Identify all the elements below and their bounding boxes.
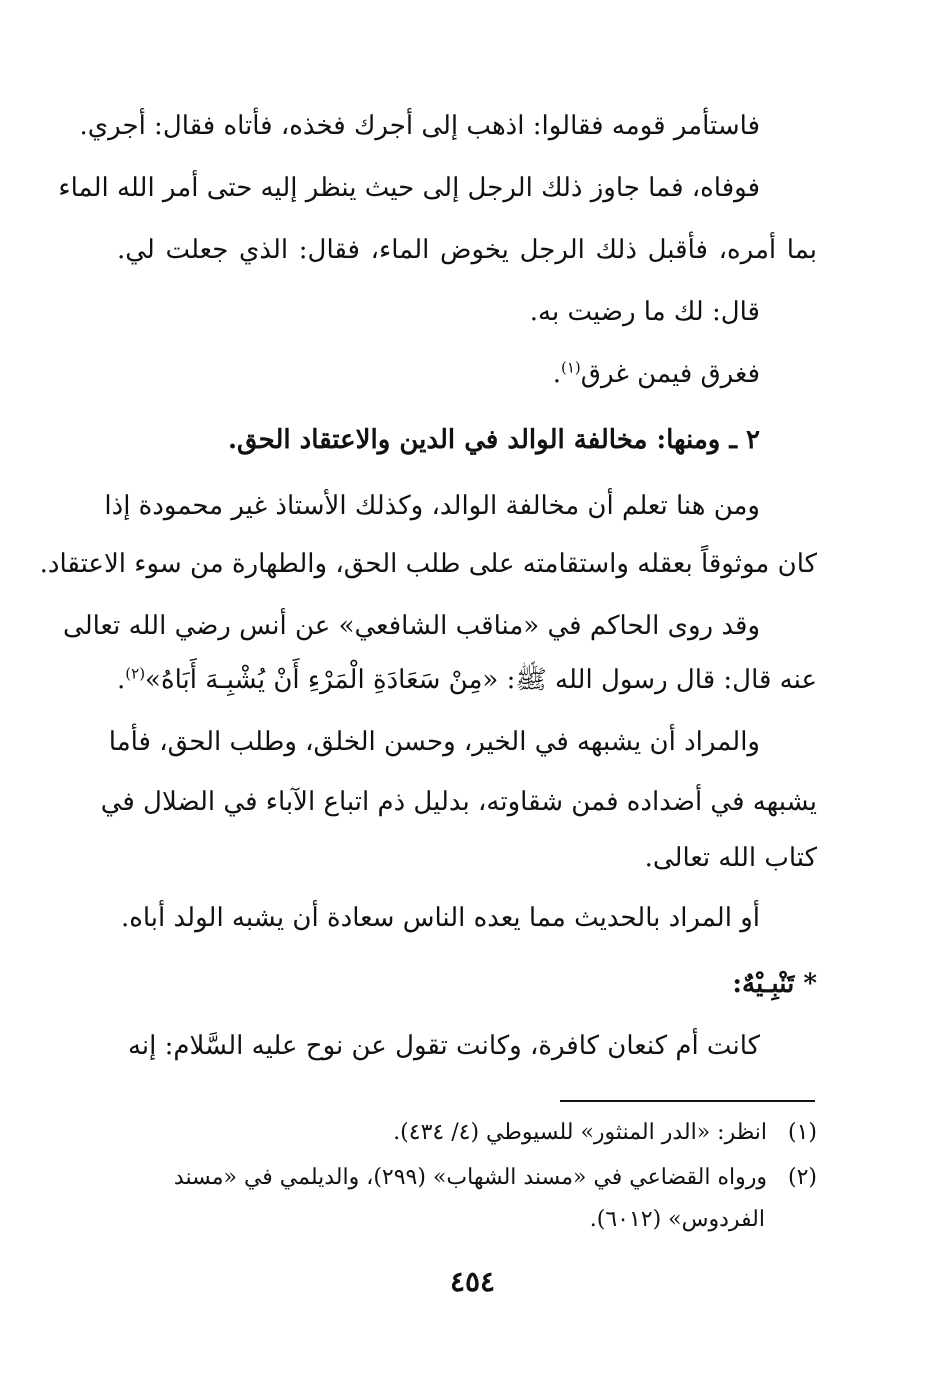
text-line-11: والمراد أن يشبهه في الخير، وحسن الخلق، وطلب الحق، فأما xyxy=(108,727,760,757)
footnote-2 xyxy=(112,1163,817,1193)
section-heading-2: ٢ ـ ومنها: مخالفة الوالد في الدين والاعتقاد الحق. xyxy=(227,425,760,455)
text-line-14: أو المراد بالحديث مما يعده الناس سعادة أن يشبه الولد أباه. xyxy=(120,903,760,933)
footnote-separator xyxy=(560,1100,815,1102)
text-line-5 xyxy=(117,356,760,392)
hadith-line: عنه قال: قال رسول الله ﷺ: «مِنْ سَعَادَةِ الْمَرْءِ أَنْ يُشْبِـهَ أَبَاهُ» xyxy=(145,665,817,695)
page-number: ٤٥٤ xyxy=(449,1265,496,1298)
notice-heading: * تَنْبِـيْهٌ: xyxy=(732,969,817,999)
text-line-8: كان موثوقاً بعقله واستقامته على طلب الحق، والطهارة من سوء الاعتقاد. xyxy=(39,549,817,579)
text-line-3: بما أمره، فأقبل ذلك الرجل يخوض الماء، فقال: الذي جعلت لي. xyxy=(117,235,817,265)
text-line-1: فاستأمر قومه فقالوا: اذهب إلى أجرك فخذه، فأتاه فقال: أجري. xyxy=(79,111,760,141)
text-line-5-end: . xyxy=(552,359,561,389)
footnote-2-text: ورواه القضاعي في «مسند الشهاب» (٢٩٩)، والديلمي في «مسند xyxy=(173,1165,767,1190)
text-line-5-body: فغرق فيمن غرق xyxy=(580,359,760,389)
text-line-12: يشبهه في أضداده فمن شقاوته، بدليل ذم اتباع الآباء في الضلال في xyxy=(100,787,817,817)
footnote-2-continuation: الفردوس» (٦٠١٢). xyxy=(589,1207,765,1232)
text-line-16: كانت أم كنعان كافرة، وكانت تقول عن نوح عليه السَّلام: إنه xyxy=(127,1031,760,1061)
text-line-9: وقد روى الحاكم في «مناقب الشافعي» عن أنس رضي الله تعالى xyxy=(63,611,760,641)
text-line-13: كتاب الله تعالى. xyxy=(644,843,817,873)
text-line-4: قال: لك ما رضيت به. xyxy=(529,297,760,327)
text-line-7: ومن هنا تعلم أن مخالفة الوالد، وكذلك الأستاذ غير محمودة إذا xyxy=(104,491,760,521)
footnote-1 xyxy=(112,1118,817,1148)
footnote-1-number: (١) xyxy=(787,1120,817,1145)
footnote-ref-1: (١) xyxy=(560,358,581,377)
footnote-2-number: (٢) xyxy=(787,1165,817,1190)
text-line-2: فوفاه، فما جاوز ذلك الرجل إلى حيث ينظر إليه حتى أمر الله الماء xyxy=(58,173,760,203)
footnote-1-text: انظر: «الدر المنثور» للسيوطي (٤/ ٤٣٤). xyxy=(393,1120,767,1145)
text-line-10 xyxy=(117,662,817,698)
footnote-ref-2: (٢) xyxy=(125,664,146,683)
text-line-10-end: . xyxy=(117,665,126,695)
